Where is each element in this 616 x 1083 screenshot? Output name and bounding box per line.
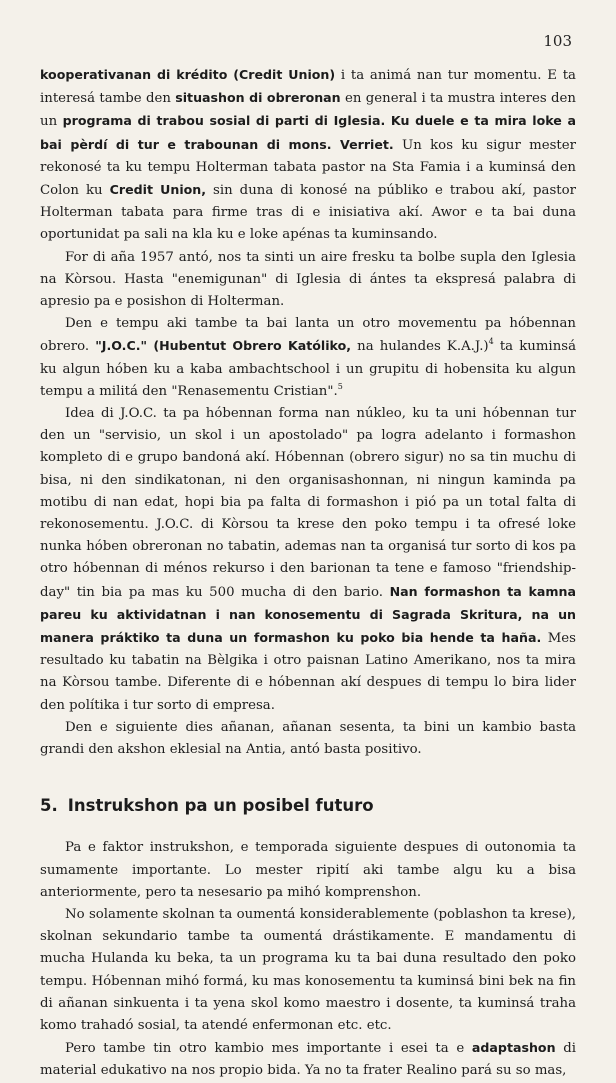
paragraph-3 — [40, 313, 576, 403]
text-run: Idea di J.O.C. ta pa hóbennan forma nan núkleo, ku ta uni hóbennan tur den un "servisio, un skol i un apostolado" pa logra adelanto i formashon kompleto di e grupo bandoná akí. Hóbennan (obrero sigur) no sa tin muchu di bisa, ni den sindikatonan, ni den organisashonnan, ni ningun kaminda pa motibu di nan edat, hopi bia pa falta di formashon i pió pa un total falta di rekonosementu. J.O.C. di Kòrsou ta krese den poko tempu i ta ofresé loke nunka hóben obreronan no tabatin, ademas nan ta organisá tur sorto di kos pa otro hóbennan di ménos rekurso i den barionan ta tene e famoso "friendship-day" tin bia pa mas ku 500 mucha di den bario. — [40, 406, 576, 600]
bold-text: adaptashon — [471, 1040, 556, 1056]
text-run: na hulandes K.A.J.) — [351, 339, 489, 355]
text-run: en general i ta mustra interes den un — [40, 91, 576, 130]
paragraph-8 — [40, 1037, 576, 1082]
section-title: Instrukshon pa un posibel futuro — [67, 796, 374, 816]
paragraph-1 — [40, 64, 576, 247]
bold-text: Nan formashon ta kamna pareu ku aktividatnan i nan konosementu di Sagrada Skritura, na un manera práktiko ta duna un formashon ku poko bia hende ta haña. — [40, 583, 576, 646]
bold-text: "J.O.C." (Hubentut Obrero Katóliko, — [95, 338, 352, 354]
text-run: Mes resultado ku tabatin na Bèlgika i otro paisnan Latino Amerikano, nos ta mira na Kòrsou tambe. Diferente di e hóbennan akí despues di tempu lo bira lider den polítika i tur sorto di empresa. — [40, 631, 576, 713]
text-run: sin duna di konosé na públiko e trabou akí, pastor Holterman tabata para firme tras di e inisiativa akí. Awor e ta bai duna oportunidat pa sali na kla ku e loke apénas ta kuminsando. — [40, 183, 576, 243]
section-heading — [40, 795, 576, 817]
page-body — [40, 64, 576, 1083]
footnote-ref: 5 — [337, 381, 343, 391]
text-run: i ta animá nan tur momentu. E ta interesá tambe den — [40, 68, 576, 107]
paragraph-6: Pa e faktor instrukshon, e temporada siguiente despues di outonomia ta sumamente importante. Lo mester ripití aki tambe algu ku a bisa anteriormente, pero ta nesesario pa mihó komprenshon. — [40, 840, 576, 900]
bold-text: Credit Union, — [109, 182, 207, 198]
section-number: 5. — [40, 796, 58, 816]
paragraph-4 — [40, 403, 576, 717]
bold-text: programa di trabou sosial di parti di Iglesia. Ku duele e ta mira loke a bai pèrdí di tur e trabounan di mons. Verriet. — [40, 113, 576, 152]
footnote-ref: 4 — [488, 337, 494, 347]
bold-text: kooperativanan di krédito (Credit Union) — [40, 67, 336, 82]
text-run: ta kuminsá ku algun hóben ku a kaba ambachtschool i un grupitu di hobensita ku algun tempu a militá den "Renasementu Cristian". — [40, 339, 577, 399]
text-run: di material edukativo na nos propio bida. Ya no ta frater Realino pará su so mas, — [40, 1041, 576, 1079]
paragraph-5: Den e siguiente dies añanan, añanan sesenta, ta bini un kambio basta grandi den akshon eklesial na Antia, antó basta positivo. — [40, 719, 576, 758]
page-number: 103 — [543, 32, 572, 50]
bold-text: situashon di obreronan — [175, 90, 341, 106]
text-run: Den e tempu aki tambe ta bai lanta un otro movementu pa hóbennan obrero. — [40, 316, 576, 355]
text-run: Pero tambe tin otro kambio mes importante i esei ta e — [65, 1041, 472, 1057]
paragraph-7: No solamente skolnan ta oumentá konsiderablemente (poblashon ta krese), skolnan sekundario tambe ta oumentá drástikamente. E mandamentu di mucha Hulanda ku beka, ta un programa ku ta bai duna resultado den poko tempu. Hóbennan mihó formá, ku mas konosementu ta kuminsá bini bek na fin di añanan sinkuenta i ta yena skol komo maestro i dosente, ta kuminsá traha komo trahadó sosial, ta atendé enfermonan etc. etc. — [40, 906, 576, 1033]
text-run: Un kos ku sigur mester rekonosé ta ku tempu Holterman tabata pastor na Sta Famia i a kuminsá den Colon ku — [40, 137, 576, 199]
paragraph-2: For di aña 1957 antó, nos ta sinti un aire fresku ta bolbe supla den Iglesia na Kòrsou. Hasta "enemigunan" di Iglesia di ántes ta ekspresá palabra di apresio pa e posishon di Holterman. — [40, 249, 576, 310]
